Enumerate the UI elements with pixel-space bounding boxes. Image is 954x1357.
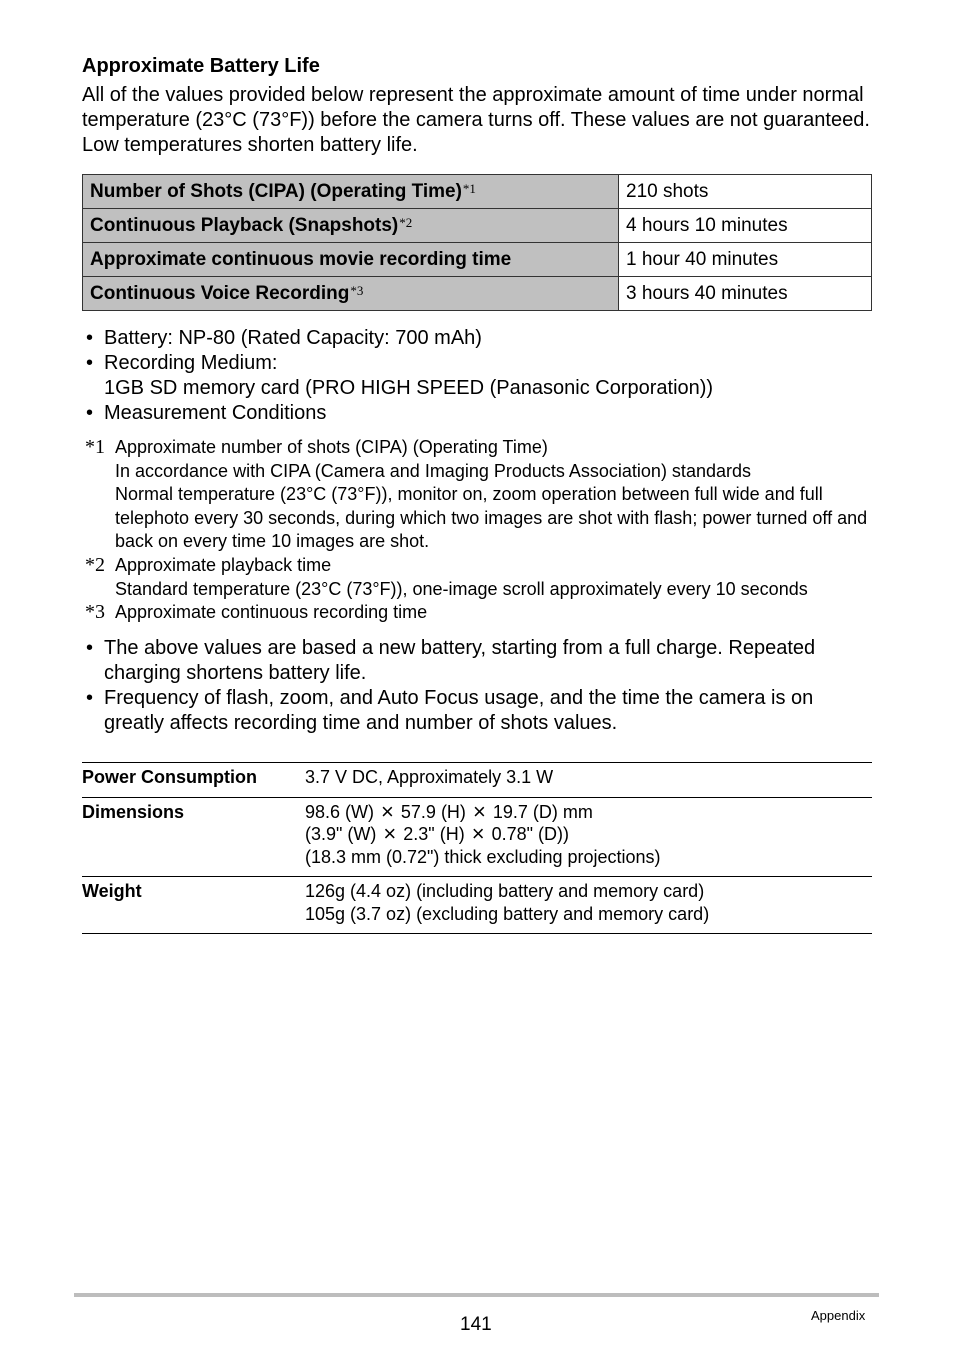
- footnote-mark: *3: [350, 282, 364, 298]
- battery-life-table: [82, 174, 872, 311]
- list-item: • The above values are based a new battery, starting from a full charge. Repeated charging shortens battery life.: [86, 637, 816, 684]
- row-value: 1 hour 40 minutes: [619, 243, 872, 277]
- specifications-table: [82, 762, 872, 934]
- footnote-mark: *1: [462, 180, 476, 196]
- row-label: Continuous Playback (Snapshots)$^{*2}$: [83, 209, 619, 243]
- table-row: [83, 243, 872, 277]
- footnote-mark: *3: [85, 601, 105, 624]
- footnotes: [82, 436, 877, 625]
- row-value: 3 hours 40 minutes: [619, 277, 872, 311]
- list-item: • Frequency of flash, zoom, and Auto Focus usage, and the time the camera is on greatly affects recording time and number of shots values.: [86, 687, 814, 734]
- table-row: [83, 175, 872, 209]
- section-heading: Approximate Battery Life: [82, 55, 320, 77]
- row-label: Continuous Voice Recording$^{*3}$: [83, 277, 619, 311]
- page-number: 141: [460, 1314, 492, 1335]
- list-item: • Measurement Conditions: [86, 402, 327, 424]
- table-row: [82, 797, 872, 877]
- bullet-icon: •: [86, 637, 94, 659]
- table-row: [83, 277, 872, 311]
- bullet-icon: •: [86, 327, 94, 349]
- table-row: [82, 877, 872, 934]
- footnote-2: *2 Approximate playback time Standard temperature (23°C (73°F)), one-image scroll approximately every 10 seconds: [85, 553, 808, 599]
- spec-label: Dimensions: [82, 797, 305, 877]
- bullet-icon: •: [86, 352, 94, 374]
- footnote-3: *3 Approximate continuous recording time: [85, 601, 428, 624]
- row-value: 4 hours 10 minutes: [619, 209, 872, 243]
- times-icon: ×: [472, 798, 486, 824]
- section-label: Appendix: [811, 1308, 866, 1323]
- list-item: • Battery: NP-80 (Rated Capacity: 700 mAh): [86, 327, 482, 349]
- footnote-1: *1 Approximate number of shots (CIPA) (Operating Time) In accordance with CIPA (Camera and Imaging Products Association) standards Normal temperature (23°C (73°F)), monitor on, zoom operation between full wide and full telephoto every 30 seconds, during which two images are shot with flash; power turned off and back on every time 10 images are shot.: [85, 436, 868, 552]
- intro-paragraph: All of the values provided below represent the approximate amount of time under normal temperature (23°C (73°F)) before the camera turns off. These values are not guaranteed. Low temperatures shorten battery life.: [82, 84, 870, 156]
- spec-value: 98.6 (W) × 57.9 (H) × 19.7 (D) mm (3.9" (W) × 2.3" (H) × 0.78" (D)) (18.3 mm (0.72") thick excluding projections): [305, 797, 872, 877]
- table-row: [83, 209, 872, 243]
- footnote-mark: *2: [399, 214, 413, 230]
- times-icon: ×: [471, 821, 485, 846]
- spec-value: 3.7 V DC, Approximately 3.1 W: [305, 763, 872, 798]
- spec-label: Weight: [82, 877, 305, 934]
- footnote-mark: *2: [85, 553, 105, 576]
- bullet-icon: •: [86, 402, 94, 424]
- spec-label: Power Consumption: [82, 763, 305, 798]
- row-label: Number of Shots (CIPA) (Operating Time)$^{*1}$: [83, 175, 619, 209]
- bullet-icon: •: [86, 687, 94, 709]
- conditions-list: [82, 326, 872, 426]
- times-icon: ×: [381, 798, 394, 824]
- times-icon: ×: [383, 821, 397, 846]
- list-item: • Recording Medium: 1GB SD memory card (PRO HIGH SPEED (Panasonic Corporation)): [86, 352, 714, 399]
- table-row: [82, 763, 872, 798]
- footnote-mark: *1: [85, 436, 105, 458]
- remarks-list: [82, 636, 872, 736]
- row-value: 210 shots: [619, 175, 872, 209]
- footer-divider: [74, 1293, 879, 1297]
- row-label: Approximate continuous movie recording time: [83, 243, 619, 277]
- spec-value: 126g (4.4 oz) (including battery and memory card) 105g (3.7 oz) (excluding battery and memory card): [305, 877, 872, 934]
